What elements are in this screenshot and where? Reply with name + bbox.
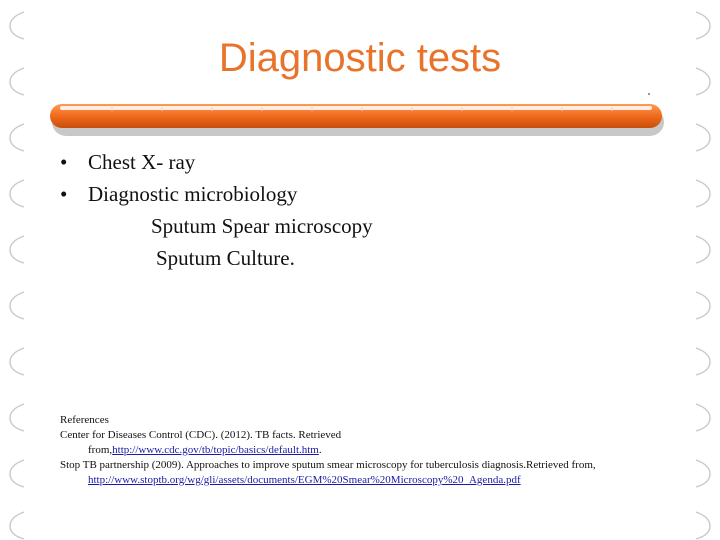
bullet-item xyxy=(60,178,660,210)
sub-item: Sputum Spear microscopy xyxy=(151,214,373,238)
bullet-list xyxy=(60,146,660,274)
references-block xyxy=(60,413,680,488)
reference-cdc-line: Center for Diseases Control (CDC). (2012). TB facts. Retrieved xyxy=(60,429,342,441)
bullet-text: Diagnostic microbiology xyxy=(88,182,298,206)
title-divider-bar xyxy=(50,104,666,138)
bullet-text: Chest X- ray xyxy=(88,150,196,174)
reference-from-label: from, xyxy=(88,444,113,456)
stoptb-link[interactable]: http://www.stoptb.org/wg/gli/assets/documents/EGM%20Smear%20Microscopy%20_Agenda.pdf xyxy=(88,474,521,486)
bullet-glyph: • xyxy=(60,150,68,174)
slide-title: Diagnostic tests xyxy=(218,36,502,80)
sub-item: Sputum Culture. xyxy=(156,246,295,270)
reference-period: . xyxy=(318,444,322,456)
reference-stoptb-source xyxy=(60,473,680,488)
title-dot xyxy=(648,93,650,95)
left-rings xyxy=(10,12,24,539)
reference-cdc-source xyxy=(60,443,680,458)
references-heading: References xyxy=(60,414,109,426)
reference-stoptb-line: Stop TB partnership (2009). Approaches to improve sputum smear microscopy for tuberculosis diagnosis.Retrieved from, xyxy=(60,459,596,471)
cdc-link[interactable]: http://www.cdc.gov/tb/topic/basics/default.htm xyxy=(112,444,319,456)
bullet-glyph: • xyxy=(60,182,68,206)
bullet-item xyxy=(60,146,660,178)
right-rings xyxy=(696,12,710,539)
